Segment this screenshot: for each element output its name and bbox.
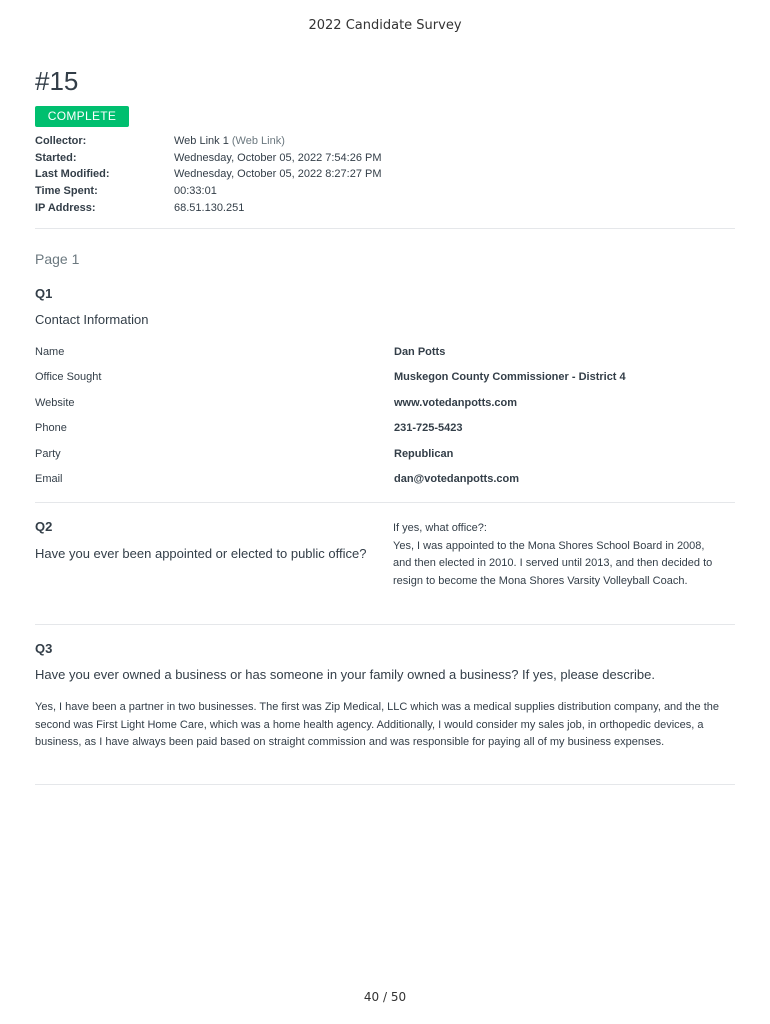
q2-answer-block [393,520,713,591]
meta-row-started [35,150,382,167]
divider [35,228,735,229]
document-header-title: 2022 Candidate Survey [308,18,462,33]
contact-info-answers [35,344,735,496]
status-badge: COMPLETE [35,106,129,127]
answer-row-website [35,395,735,420]
question-text: Contact Information [35,312,149,327]
answer-label: Email [35,472,63,485]
question-text: Have you ever owned a business or has someone in your family owned a business? If yes, please describe. [35,667,656,682]
answer-label: If yes, what office?: [393,522,487,534]
meta-row-collector [35,133,382,150]
meta-key: Started: [35,151,77,164]
answer-value: Muskegon County Commissioner - District 4 [394,371,626,384]
collector-type: (Web Link) [231,135,285,147]
answer-label: Website [35,396,75,409]
meta-value: Wednesday, October 05, 2022 7:54:26 PM [174,151,382,164]
meta-key: Time Spent: [35,185,98,198]
answer-value: 231-725-5423 [394,422,463,435]
meta-row-time-spent [35,183,382,200]
question-number: Q1 [35,286,53,301]
answer-value: Republican [394,447,454,460]
answer-row-office-sought [35,369,735,394]
meta-value: 68.51.130.251 [174,201,245,214]
answer-text: Yes, I have been a partner in two businesses. The first was Zip Medical, LLC which was a medical supplies distribution company, and the the second was First Light Home Care, which was a home health agency. Additionally, I would consider my sales job, in orthopedic devices, a business, as I have always been paid based on straight commission and was responsible for paying all of my business expenses. [35,701,719,749]
answer-row-phone [35,420,735,445]
answer-text: Yes, I was appointed to the Mona Shores School Board in 2008, and then elected in 2010. I served until 2013, and then decided to resign to become the Mona Shores Varsity Volleyball Coach. [393,539,713,588]
meta-key: IP Address: [35,201,96,214]
answer-row-party [35,446,735,471]
meta-key: Last Modified: [35,168,110,181]
answer-label: Name [35,346,65,358]
page-number: 40 / 50 [363,990,407,1004]
collector-name: Web Link 1 [174,135,229,147]
response-metadata [35,133,382,216]
response-number: #15 [35,66,79,96]
answer-label: Office Sought [35,371,102,384]
question-number: Q3 [35,641,53,656]
answer-value: www.votedanpotts.com [394,396,518,409]
answer-row-name [35,344,735,369]
divider [35,502,735,503]
question-number: Q2 [35,519,53,534]
divider [35,784,735,785]
answer-label: Party [35,447,61,460]
answer-value: dan@votedanpotts.com [394,472,520,485]
meta-value: Wednesday, October 05, 2022 8:27:27 PM [174,168,382,181]
meta-row-ip-address [35,200,382,217]
meta-key: Collector: [35,135,87,147]
meta-row-last-modified [35,166,382,183]
question-text: Have you ever been appointed or elected to public office? [35,546,367,561]
meta-value: 00:33:01 [174,185,217,198]
answer-value: Dan Potts [394,346,446,358]
answer-row-email [35,471,735,496]
answer-label: Phone [35,422,67,435]
meta-value [174,133,285,150]
divider [35,624,735,625]
page-label: Page 1 [35,251,80,267]
